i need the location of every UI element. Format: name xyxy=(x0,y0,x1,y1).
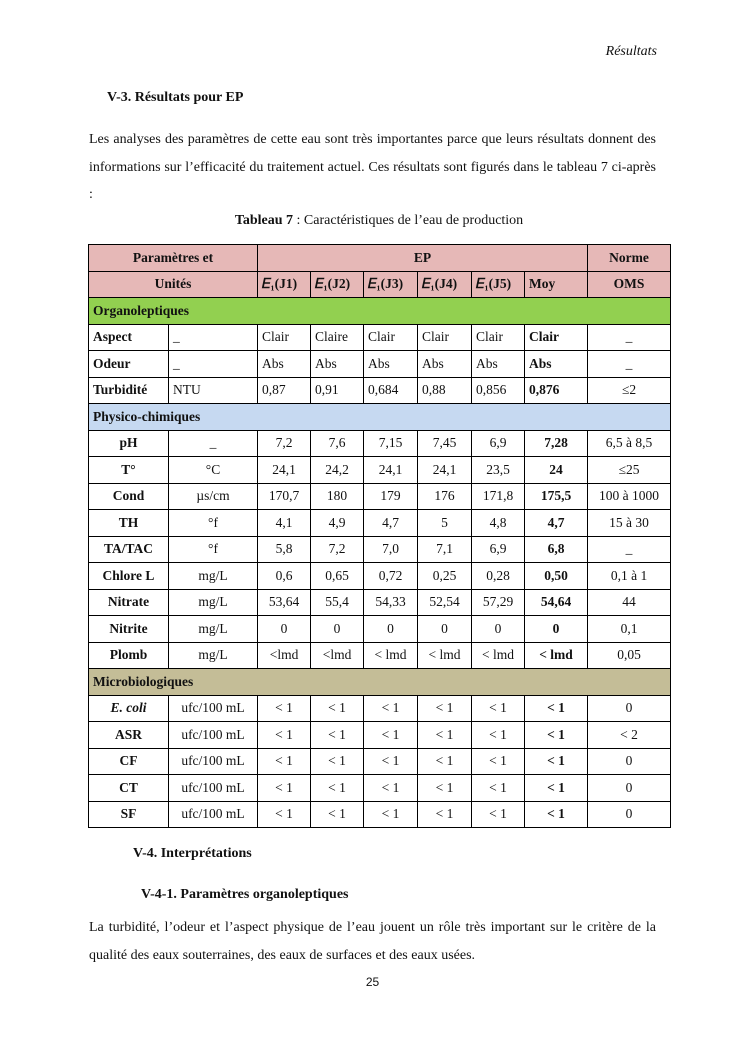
norme-header: Norme xyxy=(588,245,671,272)
value-cell: <lmd xyxy=(258,642,311,669)
value-cell: < 1 xyxy=(364,801,418,828)
interpretations-heading: V-4. Interprétations xyxy=(133,846,252,861)
unit-cell: µs/cm xyxy=(169,483,258,510)
mean-cell: 54,64 xyxy=(525,589,588,616)
value-cell: 0,684 xyxy=(364,377,418,404)
value-cell: < 1 xyxy=(364,775,418,802)
value-cell: 52,54 xyxy=(418,589,472,616)
param-header: Paramètres et xyxy=(89,245,258,272)
mean-cell: < 1 xyxy=(525,801,588,828)
value-cell: Abs xyxy=(258,351,311,378)
value-cell: 0 xyxy=(364,616,418,643)
value-cell: < 1 xyxy=(311,775,364,802)
value-cell: < 1 xyxy=(364,748,418,775)
col-header: 𝐸₁(J2) xyxy=(311,271,364,298)
category-row xyxy=(89,298,671,325)
value-cell: 6,9 xyxy=(472,536,525,563)
table-row xyxy=(89,483,671,510)
category-row xyxy=(89,404,671,431)
mean-cell: 4,7 xyxy=(525,510,588,537)
col-header: 𝐸₁(J3) xyxy=(364,271,418,298)
value-cell: 7,1 xyxy=(418,536,472,563)
value-cell: 0,28 xyxy=(472,563,525,590)
value-cell: 7,2 xyxy=(258,430,311,457)
norm-cell: 100 à 1000 xyxy=(588,483,671,510)
value-cell: < 1 xyxy=(258,722,311,749)
unit-cell: NTU xyxy=(169,377,258,404)
norm-cell: 6,5 à 8,5 xyxy=(588,430,671,457)
param-cell: Turbidité xyxy=(89,377,169,404)
value-cell: < 1 xyxy=(364,722,418,749)
value-cell: < 1 xyxy=(311,695,364,722)
value-cell: 5 xyxy=(418,510,472,537)
value-cell: < lmd xyxy=(418,642,472,669)
value-cell: < 1 xyxy=(258,695,311,722)
norm-cell: ≤25 xyxy=(588,457,671,484)
norm-cell: < 2 xyxy=(588,722,671,749)
mean-cell: Clair xyxy=(525,324,588,351)
category-label: Organoleptiques xyxy=(89,298,671,325)
mean-cell: 24 xyxy=(525,457,588,484)
value-cell: < 1 xyxy=(418,748,472,775)
caption-text: : Caractéristiques de l’eau de production xyxy=(293,213,524,228)
norm-cell: _ xyxy=(588,324,671,351)
table-row xyxy=(89,457,671,484)
unit-cell: mg/L xyxy=(169,563,258,590)
value-cell: 55,4 xyxy=(311,589,364,616)
norm-cell: 0 xyxy=(588,801,671,828)
unit-cell: ufc/100 mL xyxy=(169,748,258,775)
mean-cell: Abs xyxy=(525,351,588,378)
param-cell: T° xyxy=(89,457,169,484)
value-cell: Clair xyxy=(364,324,418,351)
norm-cell: 0,1 xyxy=(588,616,671,643)
value-cell: Abs xyxy=(364,351,418,378)
mean-cell: 6,8 xyxy=(525,536,588,563)
oms-header: OMS xyxy=(588,271,671,298)
value-cell: 179 xyxy=(364,483,418,510)
norm-cell: 0 xyxy=(588,775,671,802)
mean-cell: 7,28 xyxy=(525,430,588,457)
mean-cell: 175,5 xyxy=(525,483,588,510)
mean-cell: < 1 xyxy=(525,775,588,802)
value-cell: 54,33 xyxy=(364,589,418,616)
value-cell: 5,8 xyxy=(258,536,311,563)
unit-cell: _ xyxy=(169,324,258,351)
mean-cell: 0,50 xyxy=(525,563,588,590)
norm-cell: _ xyxy=(588,536,671,563)
col-header: 𝐸₁(J1) xyxy=(258,271,311,298)
units-header: Unités xyxy=(89,271,258,298)
value-cell: 7,45 xyxy=(418,430,472,457)
value-cell: < 1 xyxy=(311,748,364,775)
param-cell: CF xyxy=(89,748,169,775)
value-cell: < 1 xyxy=(472,801,525,828)
unit-cell: ufc/100 mL xyxy=(169,801,258,828)
table-row xyxy=(89,616,671,643)
table-row xyxy=(89,801,671,828)
table-row xyxy=(89,722,671,749)
value-cell: 7,0 xyxy=(364,536,418,563)
norm-cell: ≤2 xyxy=(588,377,671,404)
value-cell: Claire xyxy=(311,324,364,351)
value-cell: 53,64 xyxy=(258,589,311,616)
norm-cell: 0,05 xyxy=(588,642,671,669)
organoleptic-heading: V-4-1. Paramètres organoleptiques xyxy=(141,887,349,902)
page-number: 25 xyxy=(365,975,380,989)
intro-paragraph: Les analyses des paramètres de cette eau sont très importantes parce que leurs résultats donnent des informations sur l’efficacité du traitement actuel. Ces résultats sont figurés dans le tableau 7 ci-après : xyxy=(89,132,656,202)
col-header: 𝐸₁(J5) xyxy=(472,271,525,298)
value-cell: 0,65 xyxy=(311,563,364,590)
results-table xyxy=(88,244,671,828)
table-caption xyxy=(89,213,669,229)
value-cell: 7,15 xyxy=(364,430,418,457)
value-cell: < 1 xyxy=(472,748,525,775)
value-cell: 0 xyxy=(472,616,525,643)
value-cell: 7,6 xyxy=(311,430,364,457)
table-row xyxy=(89,377,671,404)
value-cell: < 1 xyxy=(418,722,472,749)
value-cell: 170,7 xyxy=(258,483,311,510)
header-row-2 xyxy=(89,271,671,298)
col-header: Moy xyxy=(525,271,588,298)
unit-cell: °C xyxy=(169,457,258,484)
table-row xyxy=(89,563,671,590)
value-cell: 24,1 xyxy=(258,457,311,484)
value-cell: 0 xyxy=(258,616,311,643)
value-cell: 4,1 xyxy=(258,510,311,537)
value-cell: 24,2 xyxy=(311,457,364,484)
param-cell: SF xyxy=(89,801,169,828)
value-cell: Abs xyxy=(418,351,472,378)
param-cell: ASR xyxy=(89,722,169,749)
mean-cell: < lmd xyxy=(525,642,588,669)
param-cell: pH xyxy=(89,430,169,457)
value-cell: < 1 xyxy=(258,801,311,828)
value-cell: Clair xyxy=(258,324,311,351)
table-row xyxy=(89,351,671,378)
value-cell: 180 xyxy=(311,483,364,510)
value-cell: 6,9 xyxy=(472,430,525,457)
header-row-1 xyxy=(89,245,671,272)
value-cell: 0,6 xyxy=(258,563,311,590)
value-cell: 0,25 xyxy=(418,563,472,590)
norm-cell: _ xyxy=(588,351,671,378)
mean-cell: < 1 xyxy=(525,695,588,722)
param-cell: TA/TAC xyxy=(89,536,169,563)
table-row xyxy=(89,748,671,775)
category-row xyxy=(89,669,671,696)
param-cell: Nitrite xyxy=(89,616,169,643)
value-cell: 57,29 xyxy=(472,589,525,616)
value-cell: 4,8 xyxy=(472,510,525,537)
value-cell: 24,1 xyxy=(418,457,472,484)
mean-cell: 0 xyxy=(525,616,588,643)
table-row xyxy=(89,642,671,669)
table-row xyxy=(89,430,671,457)
value-cell: < 1 xyxy=(311,722,364,749)
value-cell: < 1 xyxy=(258,748,311,775)
value-cell: 0,87 xyxy=(258,377,311,404)
value-cell: < lmd xyxy=(364,642,418,669)
param-cell: Cond xyxy=(89,483,169,510)
param-cell: E. coli xyxy=(89,695,169,722)
category-label: Physico-chimiques xyxy=(89,404,671,431)
value-cell: 0,856 xyxy=(472,377,525,404)
unit-cell: mg/L xyxy=(169,616,258,643)
caption-label: Tableau 7 xyxy=(234,213,294,228)
norm-cell: 0 xyxy=(588,748,671,775)
organoleptic-paragraph: La turbidité, l’odeur et l’aspect physique de l’eau jouent un rôle très important sur le critère de la qualité des eaux souterraines, des eaux de surfaces et des eaux usées. xyxy=(89,920,656,963)
mean-cell: 0,876 xyxy=(525,377,588,404)
norm-cell: 44 xyxy=(588,589,671,616)
value-cell: < 1 xyxy=(418,801,472,828)
param-cell: Odeur xyxy=(89,351,169,378)
value-cell: < 1 xyxy=(418,775,472,802)
value-cell: 171,8 xyxy=(472,483,525,510)
category-label: Microbiologiques xyxy=(89,669,671,696)
value-cell: 4,9 xyxy=(311,510,364,537)
table-row xyxy=(89,589,671,616)
unit-cell: _ xyxy=(169,351,258,378)
unit-cell: °f xyxy=(169,536,258,563)
value-cell: 0 xyxy=(418,616,472,643)
running-header: Résultats xyxy=(605,44,657,59)
value-cell: <lmd xyxy=(311,642,364,669)
unit-cell: _ xyxy=(169,430,258,457)
unit-cell: °f xyxy=(169,510,258,537)
value-cell: 0,88 xyxy=(418,377,472,404)
value-cell: < 1 xyxy=(258,775,311,802)
norm-cell: 15 à 30 xyxy=(588,510,671,537)
table-row xyxy=(89,324,671,351)
norm-cell: 0,1 à 1 xyxy=(588,563,671,590)
col-header: 𝐸₁(J4) xyxy=(418,271,472,298)
value-cell: 0,91 xyxy=(311,377,364,404)
value-cell: 4,7 xyxy=(364,510,418,537)
param-cell: CT xyxy=(89,775,169,802)
value-cell: < 1 xyxy=(472,695,525,722)
ep-header: EP xyxy=(258,245,588,272)
value-cell: Clair xyxy=(418,324,472,351)
param-cell: Nitrate xyxy=(89,589,169,616)
param-cell: Aspect xyxy=(89,324,169,351)
value-cell: < 1 xyxy=(311,801,364,828)
table-row xyxy=(89,775,671,802)
value-cell: < lmd xyxy=(472,642,525,669)
value-cell: 24,1 xyxy=(364,457,418,484)
unit-cell: ufc/100 mL xyxy=(169,695,258,722)
unit-cell: ufc/100 mL xyxy=(169,775,258,802)
value-cell: 176 xyxy=(418,483,472,510)
value-cell: 23,5 xyxy=(472,457,525,484)
value-cell: 7,2 xyxy=(311,536,364,563)
value-cell: 0,72 xyxy=(364,563,418,590)
value-cell: < 1 xyxy=(418,695,472,722)
mean-cell: < 1 xyxy=(525,722,588,749)
table-row xyxy=(89,536,671,563)
table-row xyxy=(89,510,671,537)
unit-cell: ufc/100 mL xyxy=(169,722,258,749)
section-heading: V-3. Résultats pour EP xyxy=(107,90,244,105)
value-cell: Abs xyxy=(472,351,525,378)
unit-cell: mg/L xyxy=(169,589,258,616)
value-cell: Abs xyxy=(311,351,364,378)
value-cell: < 1 xyxy=(472,722,525,749)
value-cell: < 1 xyxy=(364,695,418,722)
param-cell: TH xyxy=(89,510,169,537)
table-row xyxy=(89,695,671,722)
value-cell: Clair xyxy=(472,324,525,351)
mean-cell: < 1 xyxy=(525,748,588,775)
value-cell: < 1 xyxy=(472,775,525,802)
param-cell: Chlore L xyxy=(89,563,169,590)
unit-cell: mg/L xyxy=(169,642,258,669)
norm-cell: 0 xyxy=(588,695,671,722)
value-cell: 0 xyxy=(311,616,364,643)
param-cell: Plomb xyxy=(89,642,169,669)
